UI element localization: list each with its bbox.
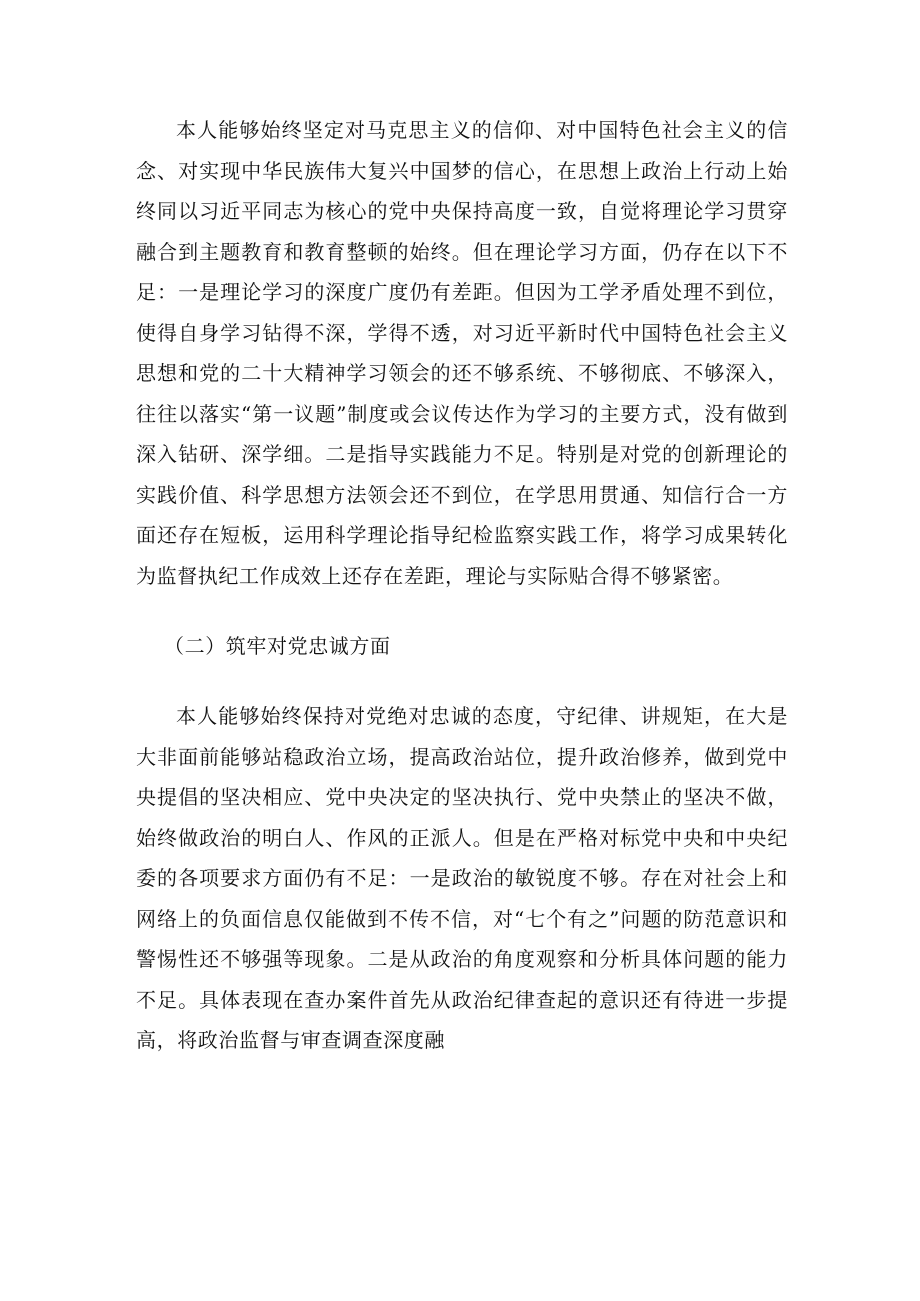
paragraph-theory-study: 本人能够始终坚定对马克思主义的信仰、对中国特色社会主义的信念、对实现中华民族伟大复兴中国梦的信心，在思想上政治上行动上始终同以习近平同志为核心的党中央保持高度一致，自觉将理论学习贯穿融合到主题教育和教育整顿的始终。但在理论学习方面，仍存在以下不足：一是理论学习的深度广度仍有差距。但因为工学矛盾处理不到位，使得自身学习钻得不深，学得不透，对习近平新时代中国特色社会主义思想和党的二十大精神学习领会的还不够系统、不够彻底、不够深入，往往以落实“第一议题”制度或会议传达作为学习的主要方式，没有做到深入钻研、深学细。二是指导实践能力不足。特别是对党的创新理论的实践价值、科学思想方法领会还不到位，在学思用贯通、知信行合一方面还存在短板，运用科学理论指导纪检监察实践工作，将学习成果转化为监督执纪工作成效上还存在差距，理论与实际贴合得不够紧密。: [136, 118, 788, 588]
section-heading-loyalty: （二）筑牢对党忠诚方面: [164, 634, 391, 658]
paragraph-loyalty: 本人能够始终保持对党绝对忠诚的态度，守纪律、讲规矩，在大是大非面前能够站稳政治立场，提高政治站位，提升政治修养，做到党中央提倡的坚决相应、党中央决定的坚决执行、党中央禁止的坚决不做，始终做政治的明白人、作风的正派人。但是在严格对标党中央和中央纪委的各项要求方面仍有不足：一是政治的敏锐度不够。存在对社会上和网络上的负面信息仅能做到不传不信，对“七个有之”问题的防范意识和警惕性还不够强等现象。二是从政治的角度观察和分析具体问题的能力不足。具体表现在查办案件首先从政治纪律查起的意识还有待进一步提高，将政治监督与审查调查深度融: [136, 704, 788, 1052]
document-body: [136, 110, 788, 1061]
